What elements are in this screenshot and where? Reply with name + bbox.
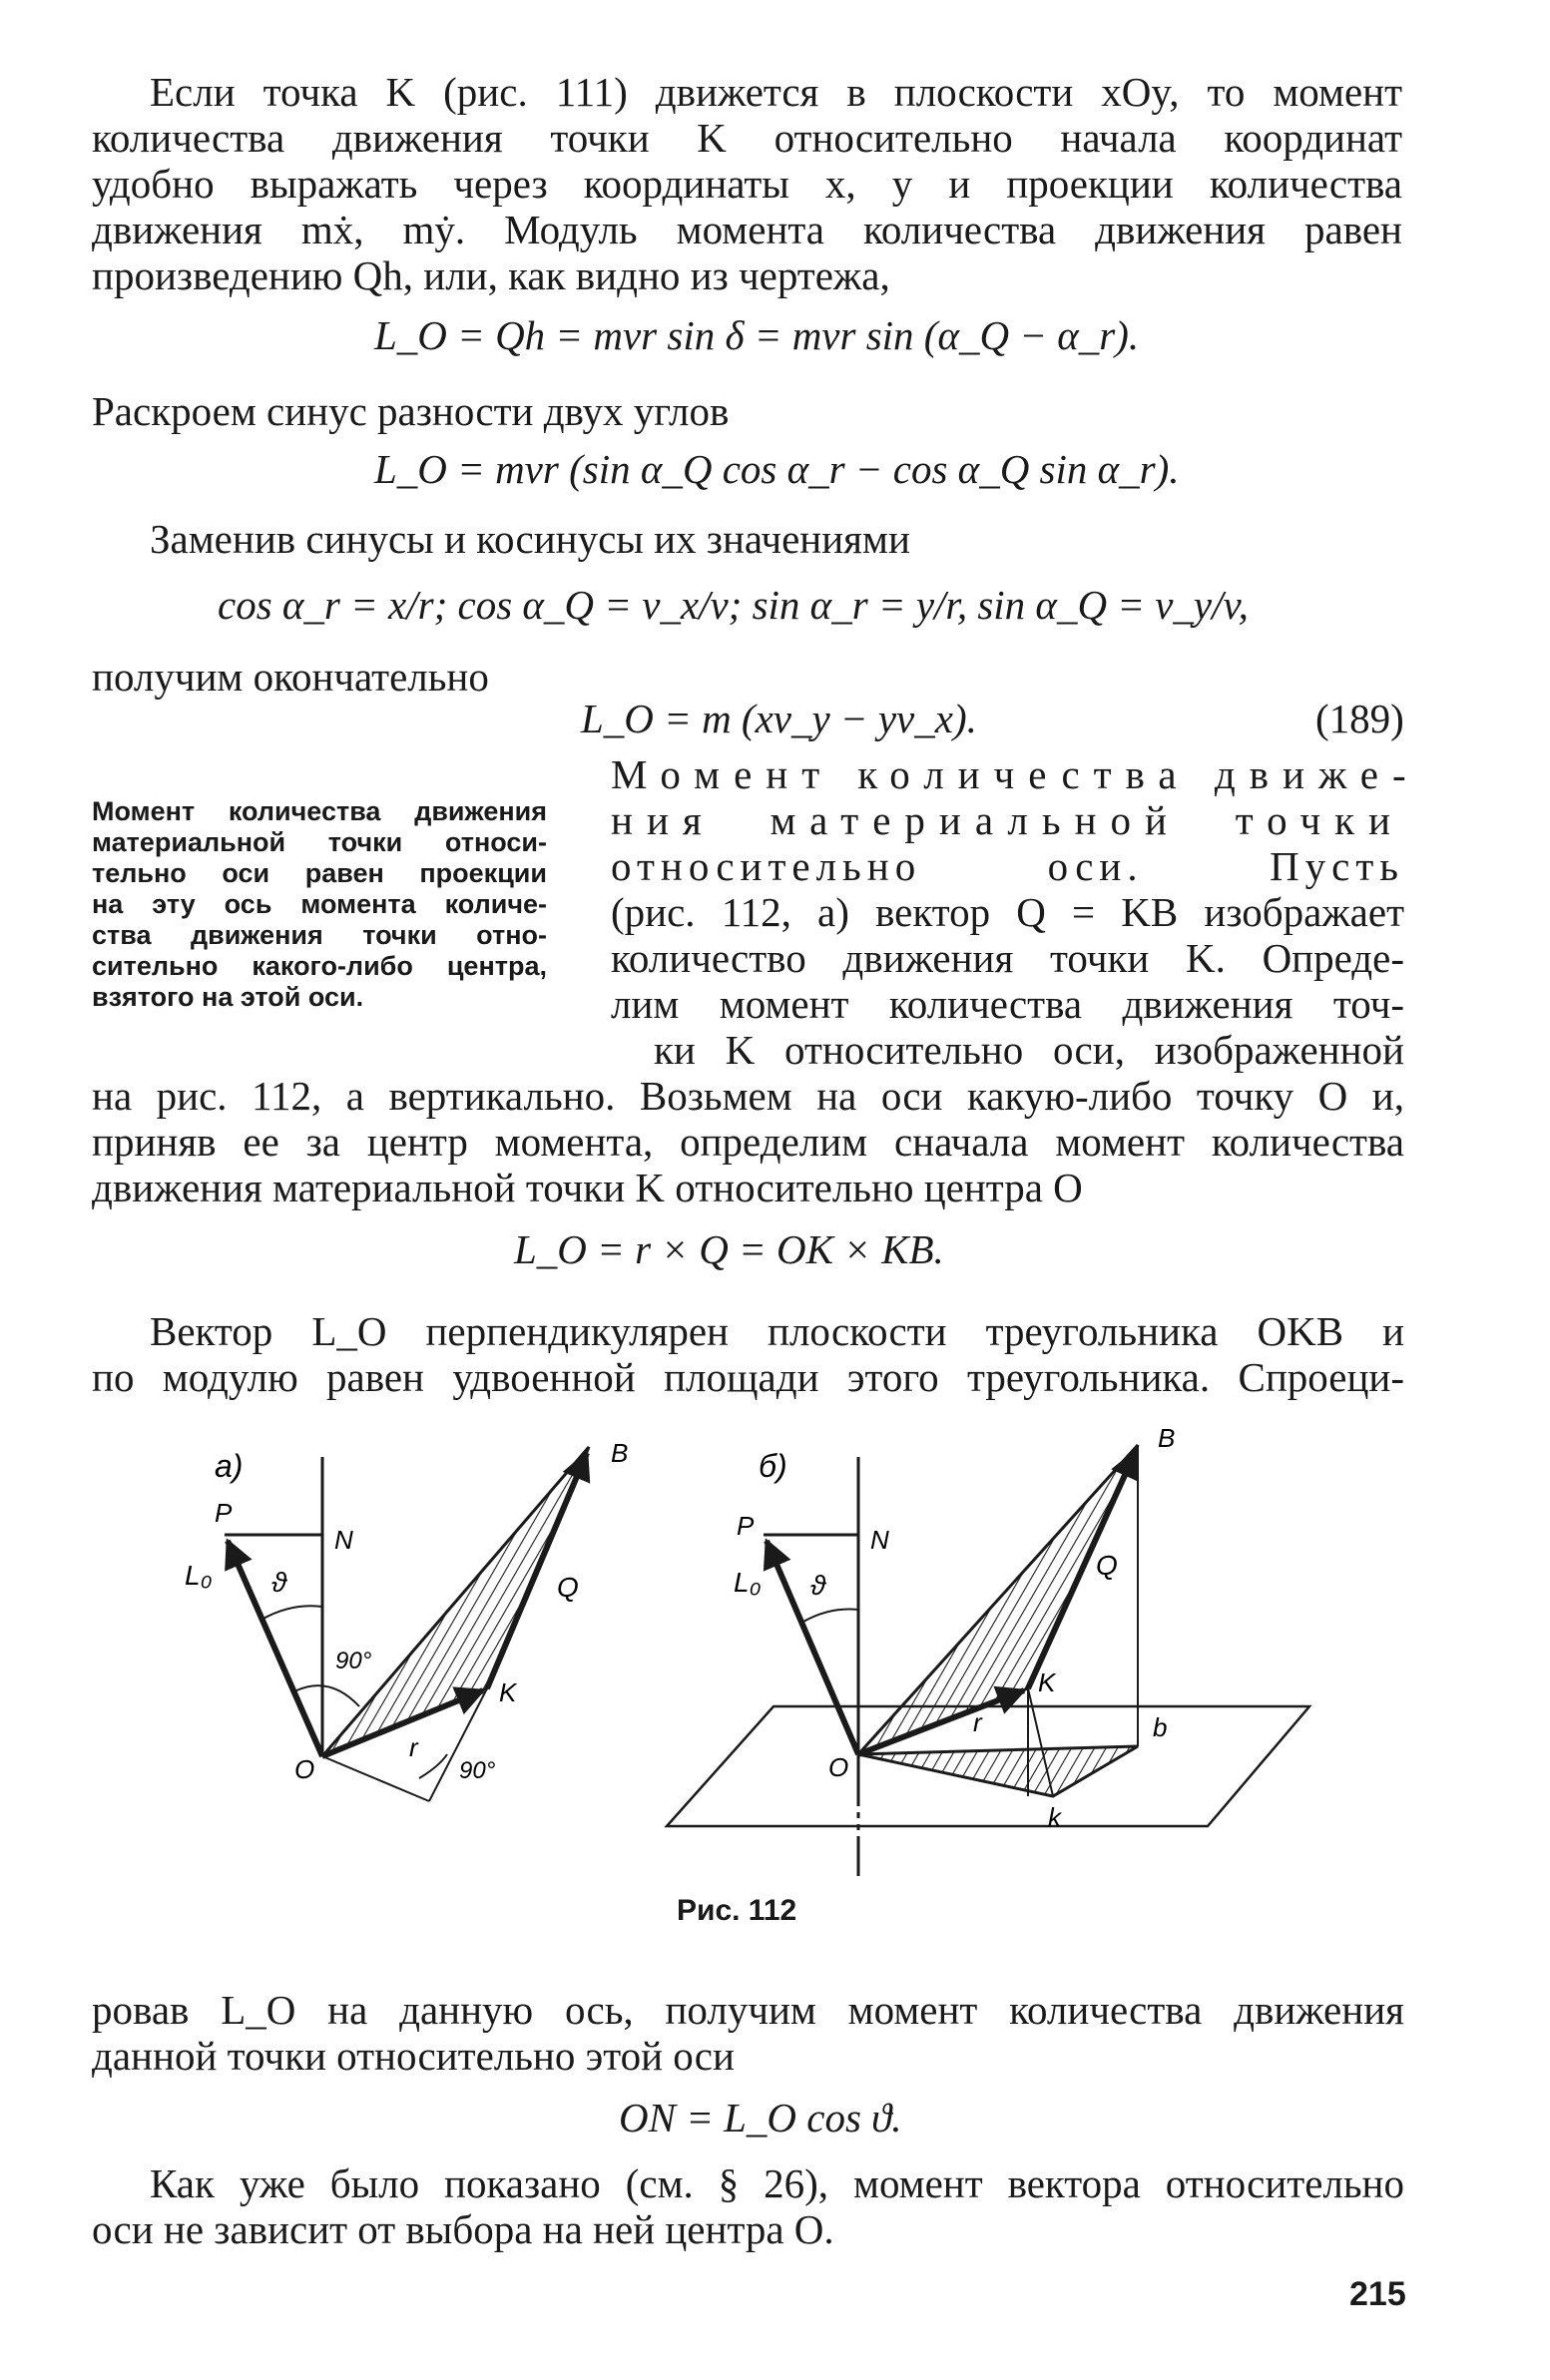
paragraph-3: Заменив синусы и косинусы их значениями [150,516,910,562]
paragraph-5-line-7: ки K относительно оси, изображенной [654,1027,1404,1073]
paragraph-8-line-2: оси не зависит от выбора на ней центра O. [92,2206,834,2252]
paragraph-5-line-3: относительно оси. Пусть [611,843,1404,889]
figure-b-label-p: P [737,1511,755,1541]
figure-b-label-o: O [828,1752,849,1782]
paragraph-5-line-5: количество движения точки K. Опреде- [611,935,1404,981]
equation-4: L_O = r × Q = OK × KB. [514,1226,944,1272]
paragraph-1-line-4: движения mẋ, mẏ. Модуль момента количества движения равен [92,207,1402,252]
paragraph-5-full-line-2: приняв ее за центр момента, определим сначала момент количества [92,1119,1404,1165]
paragraph-2: Раскроем синус разности двух углов [92,388,730,434]
figure-a-label-o: O [294,1754,315,1784]
paragraph-7-line-1: ровав L_O на данную ось, получим момент количества движения [92,1987,1404,2033]
figure-b-label-b-small: b [1153,1712,1168,1742]
figure-b-triangle-okb [858,1445,1138,1754]
figure-a-label-r: r [409,1732,418,1762]
figure-a-triangle-okb [322,1447,589,1756]
paragraph-6-line-1: Вектор L_O перпендикулярен плоскости треугольника OKB и [150,1308,1404,1354]
sidenote-line-6: сительно какого-либо центра, [92,951,547,981]
paragraph-5-line-1: Момент количества движе- [611,751,1420,797]
figure-b [667,1423,1309,1876]
figure-112 [0,1407,1550,1926]
figure-b-label-r: r [973,1707,982,1737]
paragraph-5-full-line-3: движения материальной точки K относительно центра O [92,1165,1083,1210]
sidenote-line-2: материальной точки относи- [92,827,547,857]
paragraph-6-line-2: по модулю равен удвоенной площади этого треугольника. Спроеци- [92,1354,1404,1400]
paragraph-5-line-6: лим момент количества движения точ- [611,981,1404,1027]
equation-189-number: (189) [1315,696,1404,741]
figure-b-label-k-small: k [1048,1802,1061,1832]
sidenote-line-4: на эту ось момента количе- [92,889,547,919]
paragraph-7-line-2: данной точки относительно этой оси [92,2033,735,2079]
figure-a-90-arc [294,1685,359,1706]
paragraph-1-line-5: произведению Qh, или, как видно из чертежа, [92,252,890,298]
figure-a-label: а) [215,1448,244,1484]
figure-b-label-theta: ϑ [810,1570,826,1601]
paragraph-5-line-2: ния материальной точки [611,797,1404,843]
figure-b-triangle-okb-proj [858,1746,1138,1796]
figure-a-label-b: B [611,1438,629,1468]
figure-b-label-n: N [870,1525,889,1555]
page-number: 215 [1349,2275,1406,2313]
figure-b-label-k: K [1038,1667,1056,1697]
equation-1: L_O = Qh = mvr sin δ = mvr sin (α_Q − α_r). [374,312,1140,358]
paragraph-1-line-2: количества движения точки K относительно начала координат [92,115,1402,161]
equation-3: cos α_r = x/r; cos α_Q = v_x/v; sin α_r = y/r, sin α_Q = v_y/v, [218,582,1249,628]
equation-5: ON = L_O cos ϑ. [619,2095,902,2141]
figure-a-label-k: K [499,1677,517,1707]
paragraph-1-line-1: Если точка K (рис. 111) движется в плоскости xOy, то момент [150,69,1402,115]
paragraph-5-full-line-1: на рис. 112, а вертикально. Возьмем на оси какую-либо точку O и, [92,1073,1404,1119]
figure-b-label-q: Q [1096,1550,1118,1581]
equation-189: L_O = m (xv_y − yv_x). [581,696,977,741]
equation-2: L_O = mvr (sin α_Q cos α_r − cos α_Q sin α_r). [374,446,1180,492]
paragraph-5-line-4: (рис. 112, а) вектор Q = KB изображает [611,889,1404,935]
figure-b-label-l0: L₀ [734,1567,762,1598]
figure-b-label-b: B [1158,1423,1176,1453]
figure-a-label-theta: ϑ [271,1567,287,1598]
sidenote-line-5: ства движения точки отно- [92,920,547,950]
sidenote-line-3: тельно оси равен проекции [92,858,547,888]
figure-a-label-p: P [215,1498,233,1528]
paragraph-1-line-3: удобно выражать через координаты x, y и проекции количества [92,161,1402,207]
figure-a-perp-line [322,1756,429,1801]
figure-a-label-angle1: 90° [335,1648,372,1674]
figure-a-label-l0: L₀ [185,1560,213,1591]
paragraph-4: получим окончательно [92,654,489,700]
figure-a-label-angle2: 90° [459,1757,496,1784]
sidenote-line-7: взятого на этой оси. [92,982,364,1012]
figure-b-theta-arc [803,1610,858,1623]
sidenote-line-1: Момент количества движения [92,796,547,826]
figure-a-theta-arc [261,1606,322,1620]
figure-caption: Рис. 112 [677,1894,797,1927]
figure-b-label: б) [759,1448,787,1484]
figure-a [185,1438,628,1801]
figure-a-label-n: N [334,1525,353,1555]
figure-a-label-q: Q [557,1572,579,1603]
paragraph-8-line-1: Как уже было показано (см. § 26), момент вектора относительно [150,2160,1404,2206]
